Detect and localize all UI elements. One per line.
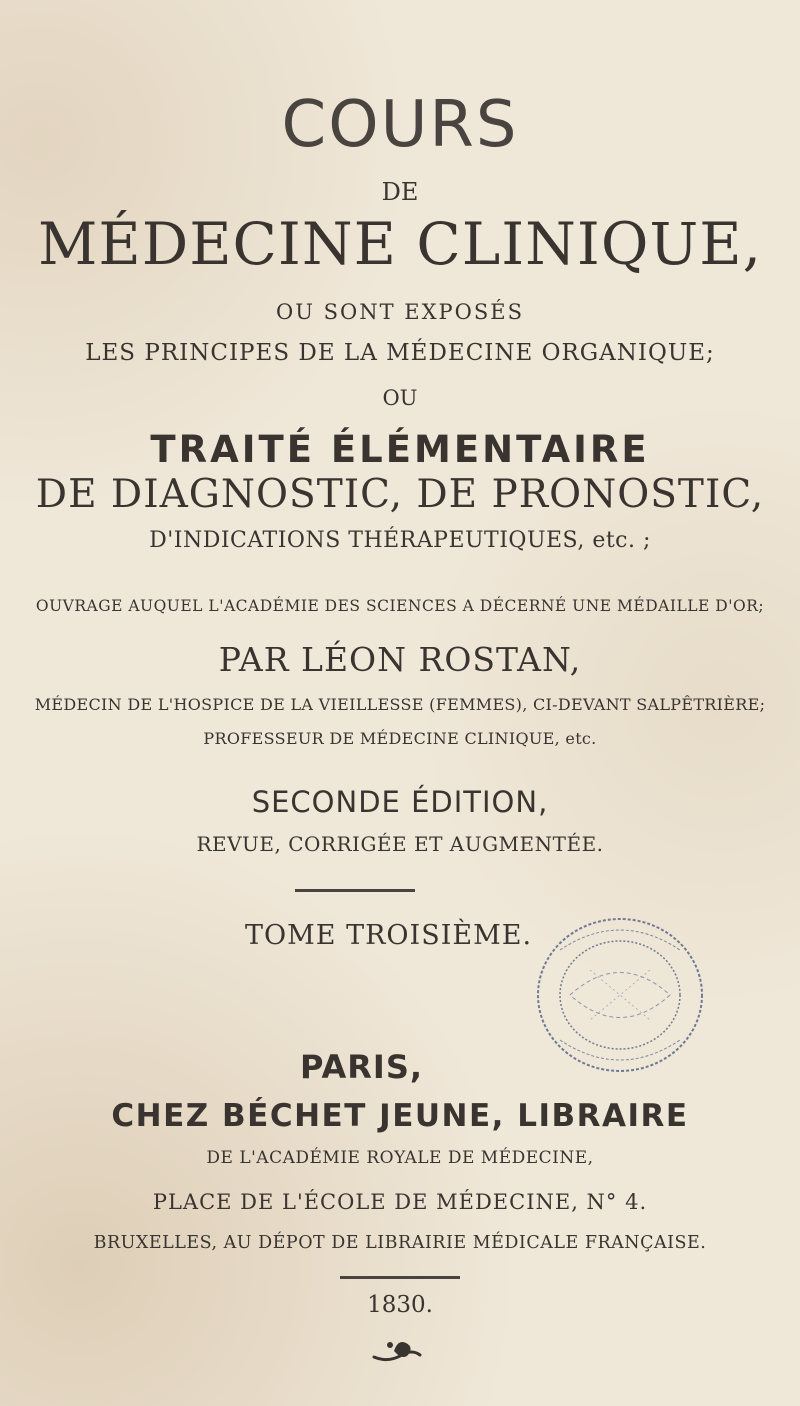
divider-rule: [295, 889, 415, 892]
brussels-depot: BRUXELLES, AU DÉPOT DE LIBRAIRIE MÉDICALE FRANÇAISE.: [93, 1233, 707, 1253]
subtitle-indications: D'INDICATIONS THÉRAPEUTIQUES, etc. ;: [149, 528, 651, 553]
award-note: OUVRAGE AUQUEL L'ACADÉMIE DES SCIENCES A DÉCERNÉ UNE MÉDAILLE D'OR;: [35, 597, 765, 615]
edition-note: REVUE, CORRIGÉE ET AUGMENTÉE.: [196, 832, 604, 856]
heading-cours: COURS: [281, 88, 519, 162]
author-title-1: MÉDECIN DE L'HOSPICE DE LA VIEILLESSE (FEMMES), CI-DEVANT SALPÊTRIÈRE;: [34, 695, 766, 714]
subtitle-ou: OU: [382, 386, 418, 410]
heading-diagnostic: DE DIAGNOSTIC, DE PRONOSTIC,: [35, 472, 765, 517]
volume-label: TOME TROISIÈME.: [245, 920, 533, 951]
publisher-address: PLACE DE L'ÉCOLE DE MÉDECINE, N° 4.: [152, 1190, 648, 1214]
heading-medecine-clinique: MÉDECINE CLINIQUE,: [37, 210, 763, 278]
printer-ornament-icon: [368, 1335, 432, 1365]
imprint-city: PARIS,: [300, 1048, 424, 1086]
author-name: PAR LÉON ROSTAN,: [218, 640, 582, 679]
edition: SECONDE ÉDITION,: [251, 785, 549, 819]
publisher-name: CHEZ BÉCHET JEUNE, LIBRAIRE: [111, 1098, 689, 1134]
heading-de: DE: [381, 178, 419, 206]
author-title-2: PROFESSEUR DE MÉDECINE CLINIQUE, etc.: [203, 729, 597, 748]
divider-rule-bottom: [340, 1276, 460, 1279]
heading-traite-elementaire: TRAITÉ ÉLÉMENTAIRE: [150, 428, 650, 471]
subtitle-principes: LES PRINCIPES DE LA MÉDECINE ORGANIQUE;: [85, 340, 715, 366]
subtitle-ou-sont-exposes: OU SONT EXPOSÉS: [276, 300, 524, 324]
publication-year: 1830.: [367, 1292, 433, 1318]
publisher-affiliation: DE L'ACADÉMIE ROYALE DE MÉDECINE,: [206, 1148, 594, 1168]
library-stamp-icon: [530, 910, 710, 1080]
